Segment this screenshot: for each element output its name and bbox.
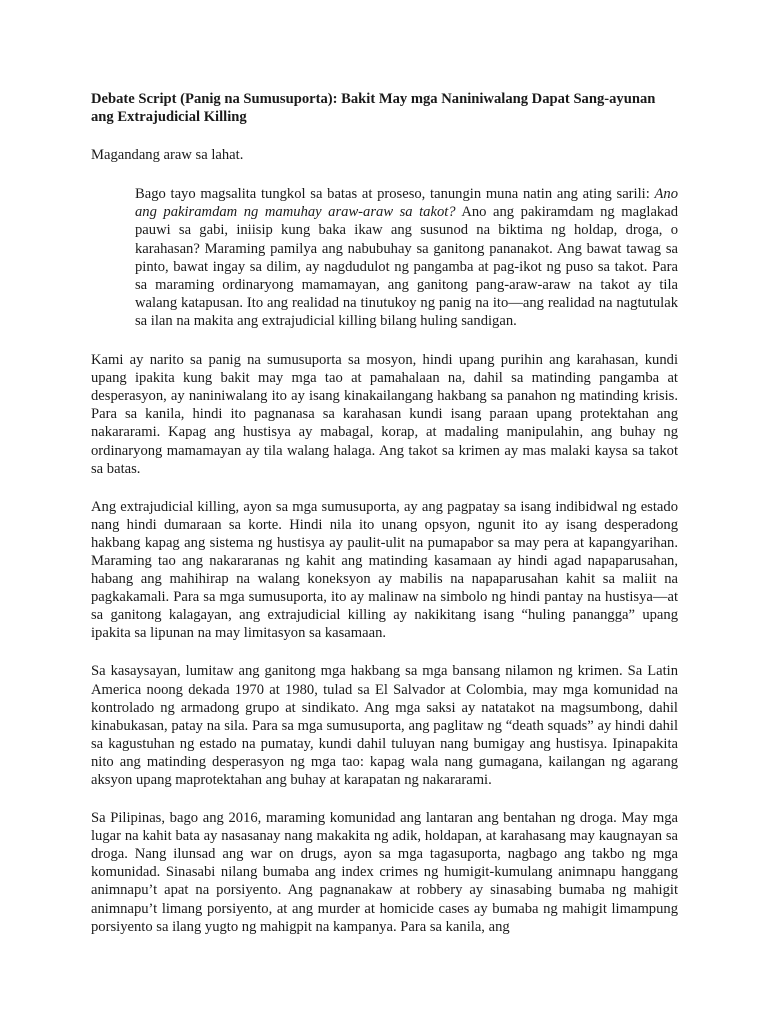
document-title: Debate Script (Panig na Sumusuporta): Bakit May mga Naniniwalang Dapat Sang-ayunan ang Extrajudicial Killing: [91, 91, 656, 126]
quote-text-rest: Ano ang pakiramdam ng maglakad pauwi sa gabi, iniisip kung baka ikaw ang susunod na biktima ng holdap, droga, o karahasan? Maraming pamilya ang nabubuhay sa ganitong pananakot. Ang bawat tawag sa pinto, bawat ingay sa dilim, ay nagdudulot ng pangamba at pag-ikot ng puso sa takot. Para sa maraming ordinaryong mamamayan, ang ganitong pang-araw-araw na takot ay tila walang katapusan. Ito ang realidad na tinutukoy ng panig na ito—ang realidad na nagtutulak sa ilan na makita ang extrajudicial killing bilang huling sandigan.: [135, 204, 678, 329]
document-page: [91, 90, 678, 956]
quote-italic-question: Ano ang pakiramdam ng mamuhay araw-araw sa takot?: [135, 186, 678, 221]
paragraph-2: Ang extrajudicial killing, ayon sa mga sumusuporta, ay ang pagpatay sa isang indibidwal ng estado nang hindi dumaraan sa korte. Hindi nila ito unang opsyon, ngunit ito ay isang desperadong hakbang kapag ang sistema ng hustisya ay paulit-ulit na pumapabor sa may pera at kapangyarihan. Maraming tao ang nakararanas ng kahit ang matinding kasamaan ay hindi agad napaparusahan, habang ang mahihirap na walang koneksyon ay mabilis na napaparusahan kahit sa maliit na pagkakamali. Para sa mga sumusuporta, ito ay malinaw na simbolo ng hindi pantay na hustisya—at sa ganitong kalagayan, ang extrajudicial killing ay nakikitang isang “huling panangga” upang ipakita sa lipunan na may limitasyon sa kasamaan.: [91, 498, 678, 642]
block-quote: [135, 185, 678, 330]
paragraph-1: Kami ay narito sa panig na sumusuporta sa mosyon, hindi upang purihin ang karahasan, kundi upang ipakita kung bakit may mga tao at pamahalaan na, dahil sa matinding pangamba at desperasyon, ay naniniwalang ito ay isang kinakailangang hakbang sa panahon ng matinding krisis. Para sa kanila, hindi ito pagnanasa sa karahasan kundi isang paraan upang protektahan ang nakararami. Kapag ang hustisya ay mabagal, korap, at madaling manipulahin, ang buhay ng ordinaryong mamamayan ay tila walang halaga. Ang takot sa krimen ay mas malaki kaysa sa takot sa batas.: [91, 352, 678, 477]
quote-text-start: Bago tayo magsalita tungkol sa batas at proseso, tanungin muna natin ang ating sarili:: [135, 186, 655, 203]
greeting-line: Magandang araw sa lahat.: [91, 147, 244, 164]
paragraph-4: Sa Pilipinas, bago ang 2016, maraming komunidad ang lantaran ang bentahan ng droga. May mga lugar na kahit bata ay nasasanay nang makakita ng adik, holdapan, at karahasang may kaugnayan sa droga. Nang ilunsad ang war on drugs, ayon sa mga tagasuporta, nagbago ang takbo ng mga komunidad. Sinasabi nilang bumaba ang index crimes ng humigit-kumulang animnapu hanggang animnapu’t apat na porsiyento. Ang pagnanakaw at robbery ay sinasabing bumaba ng mahigit animnapu’t limang porsiyento, at ang murder at homicide cases ay bumaba ng mahigit limampung porsiyento sa ilang yugto ng mahigpit na kampanya. Para sa kanila, ang: [91, 810, 678, 935]
paragraph-3: Sa kasaysayan, lumitaw ang ganitong mga hakbang sa mga bansang nilamon ng krimen. Sa Latin America noong dekada 1970 at 1980, tulad sa El Salvador at Colombia, may mga komunidad na kontrolado ng armadong grupo at sindikato. Ang mga saksi ay natatakot na magsumbong, dahil kinabukasan, patay na sila. Para sa mga sumusuporta, ang paglitaw ng “death squads” ay hindi dahil sa kagustuhan ng estado na pumatay, kundi dahil tuluyan nang bumigay ang hustisya. Ipinapakita nito ang matinding desperasyon ng mga tao: kapag wala nang gumagana, kailangan ng agarang aksyon upang maprotektahan ang buhay at karapatan ng nakararami.: [91, 663, 678, 788]
